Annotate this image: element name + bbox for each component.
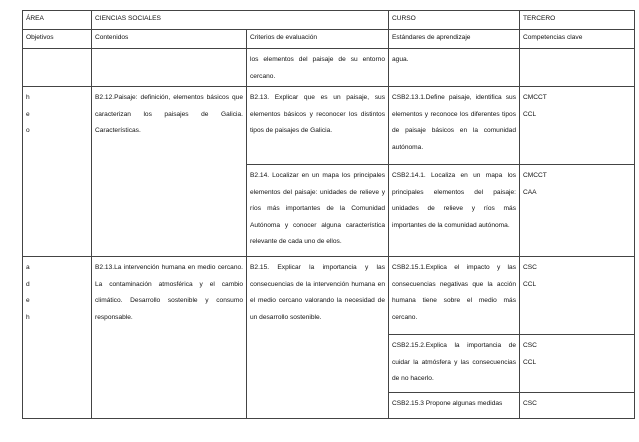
contenidos-cell: B2.12.Paisaje: definición, elementos básicos que caracterizan los paisajes de Galicia. Características. <box>92 87 247 257</box>
objetivo-item: e <box>26 297 30 305</box>
competencia-item: CCL <box>523 280 537 288</box>
competencias-cell <box>520 49 635 87</box>
table-row <box>23 257 635 335</box>
col-contenidos: Contenidos <box>92 30 247 49</box>
col-criterios: Criterios de evaluación <box>247 30 389 49</box>
curriculum-table <box>22 10 635 419</box>
contenidos-cell: B2.13.La intervención humana en medio cercano. La contaminación atmosférica y el cambio climático. Desarrollo sostenible y consumo responsable. <box>92 257 247 419</box>
competencias-cell <box>520 393 635 419</box>
estandares-cell: CSB2.15.2.Explica la importancia de cuidar la atmósfera y las consecuencias de no hacerlo. <box>389 335 520 393</box>
table-row <box>23 87 635 165</box>
criterios-cell: los elementos del paisaje de su entorno cercano. <box>247 49 389 87</box>
competencia-item: CSC <box>523 264 537 271</box>
competencia-item: CMCCT <box>523 94 547 101</box>
curso-value: TERCERO <box>520 11 635 30</box>
area-value: CIENCIAS SOCIALES <box>92 11 389 30</box>
criterios-cell: B2.14. Localizar en un mapa los principales elementos del paisaje: unidades de relieve y ríos más importantes de la Comunidad Autónoma y conocer alguna característica relevante de cada uno de ellos. <box>247 165 389 257</box>
col-objetivos: Objetivos <box>23 30 92 49</box>
objetivo-item: d <box>26 280 30 288</box>
criterios-cell: B2.13. Explicar que es un paisaje, sus elementos básicos y reconocer los distintos tipos de paisajes de Galicia. <box>247 87 389 165</box>
competencia-item: CAA <box>523 188 537 196</box>
header-row <box>23 11 635 30</box>
estandares-cell: agua. <box>389 49 520 87</box>
estandares-cell: CSB2.13.1.Define paisaje, identifica sus elementos y reconoce los diferentes tipos de paisaje básicos en la comunidad autónoma. <box>389 87 520 165</box>
col-competencias: Competencias clave <box>520 30 635 49</box>
objetivo-item: a <box>26 264 30 271</box>
competencias-cell <box>520 335 635 393</box>
table-row <box>23 49 635 87</box>
objetivo-item: o <box>26 127 30 135</box>
objetivos-cell <box>23 49 92 87</box>
competencia-item: CSC <box>523 400 537 407</box>
estandares-cell: CSB2.15.3 Propone algunas medidas <box>389 393 520 419</box>
competencia-item: CCL <box>523 358 537 366</box>
objetivos-cell <box>23 87 92 257</box>
column-header-row <box>23 30 635 49</box>
objetivo-item: h <box>26 313 30 321</box>
criterios-cell: B2.15. Explicar la importancia y las consecuencias de la intervención humana en el medio cercano valorando la necesidad de un desarrollo sostenible. <box>247 257 389 419</box>
competencias-cell <box>520 257 635 335</box>
objetivos-cell <box>23 257 92 419</box>
competencia-item: CMCCT <box>523 172 547 179</box>
competencia-item: CCL <box>523 110 537 118</box>
estandares-cell: CSB2.14.1. Localiza en un mapa los principales elementos del paisaje: unidades de relieve y ríos más importantes de la comunidad autónoma. <box>389 165 520 257</box>
competencias-cell <box>520 87 635 165</box>
contenidos-cell <box>92 49 247 87</box>
estandares-cell: CSB2.15.1.Explica el impacto y las consecuencias negativas que la acción humana tiene sobre el medio más cercano. <box>389 257 520 335</box>
area-label: ÁREA <box>23 11 92 30</box>
curso-label: CURSO <box>389 11 520 30</box>
objetivo-item: e <box>26 110 30 118</box>
competencia-item: CSC <box>523 342 537 349</box>
competencias-cell <box>520 165 635 257</box>
objetivo-item: h <box>26 94 30 101</box>
col-estandares: Estándares de aprendizaje <box>389 30 520 49</box>
